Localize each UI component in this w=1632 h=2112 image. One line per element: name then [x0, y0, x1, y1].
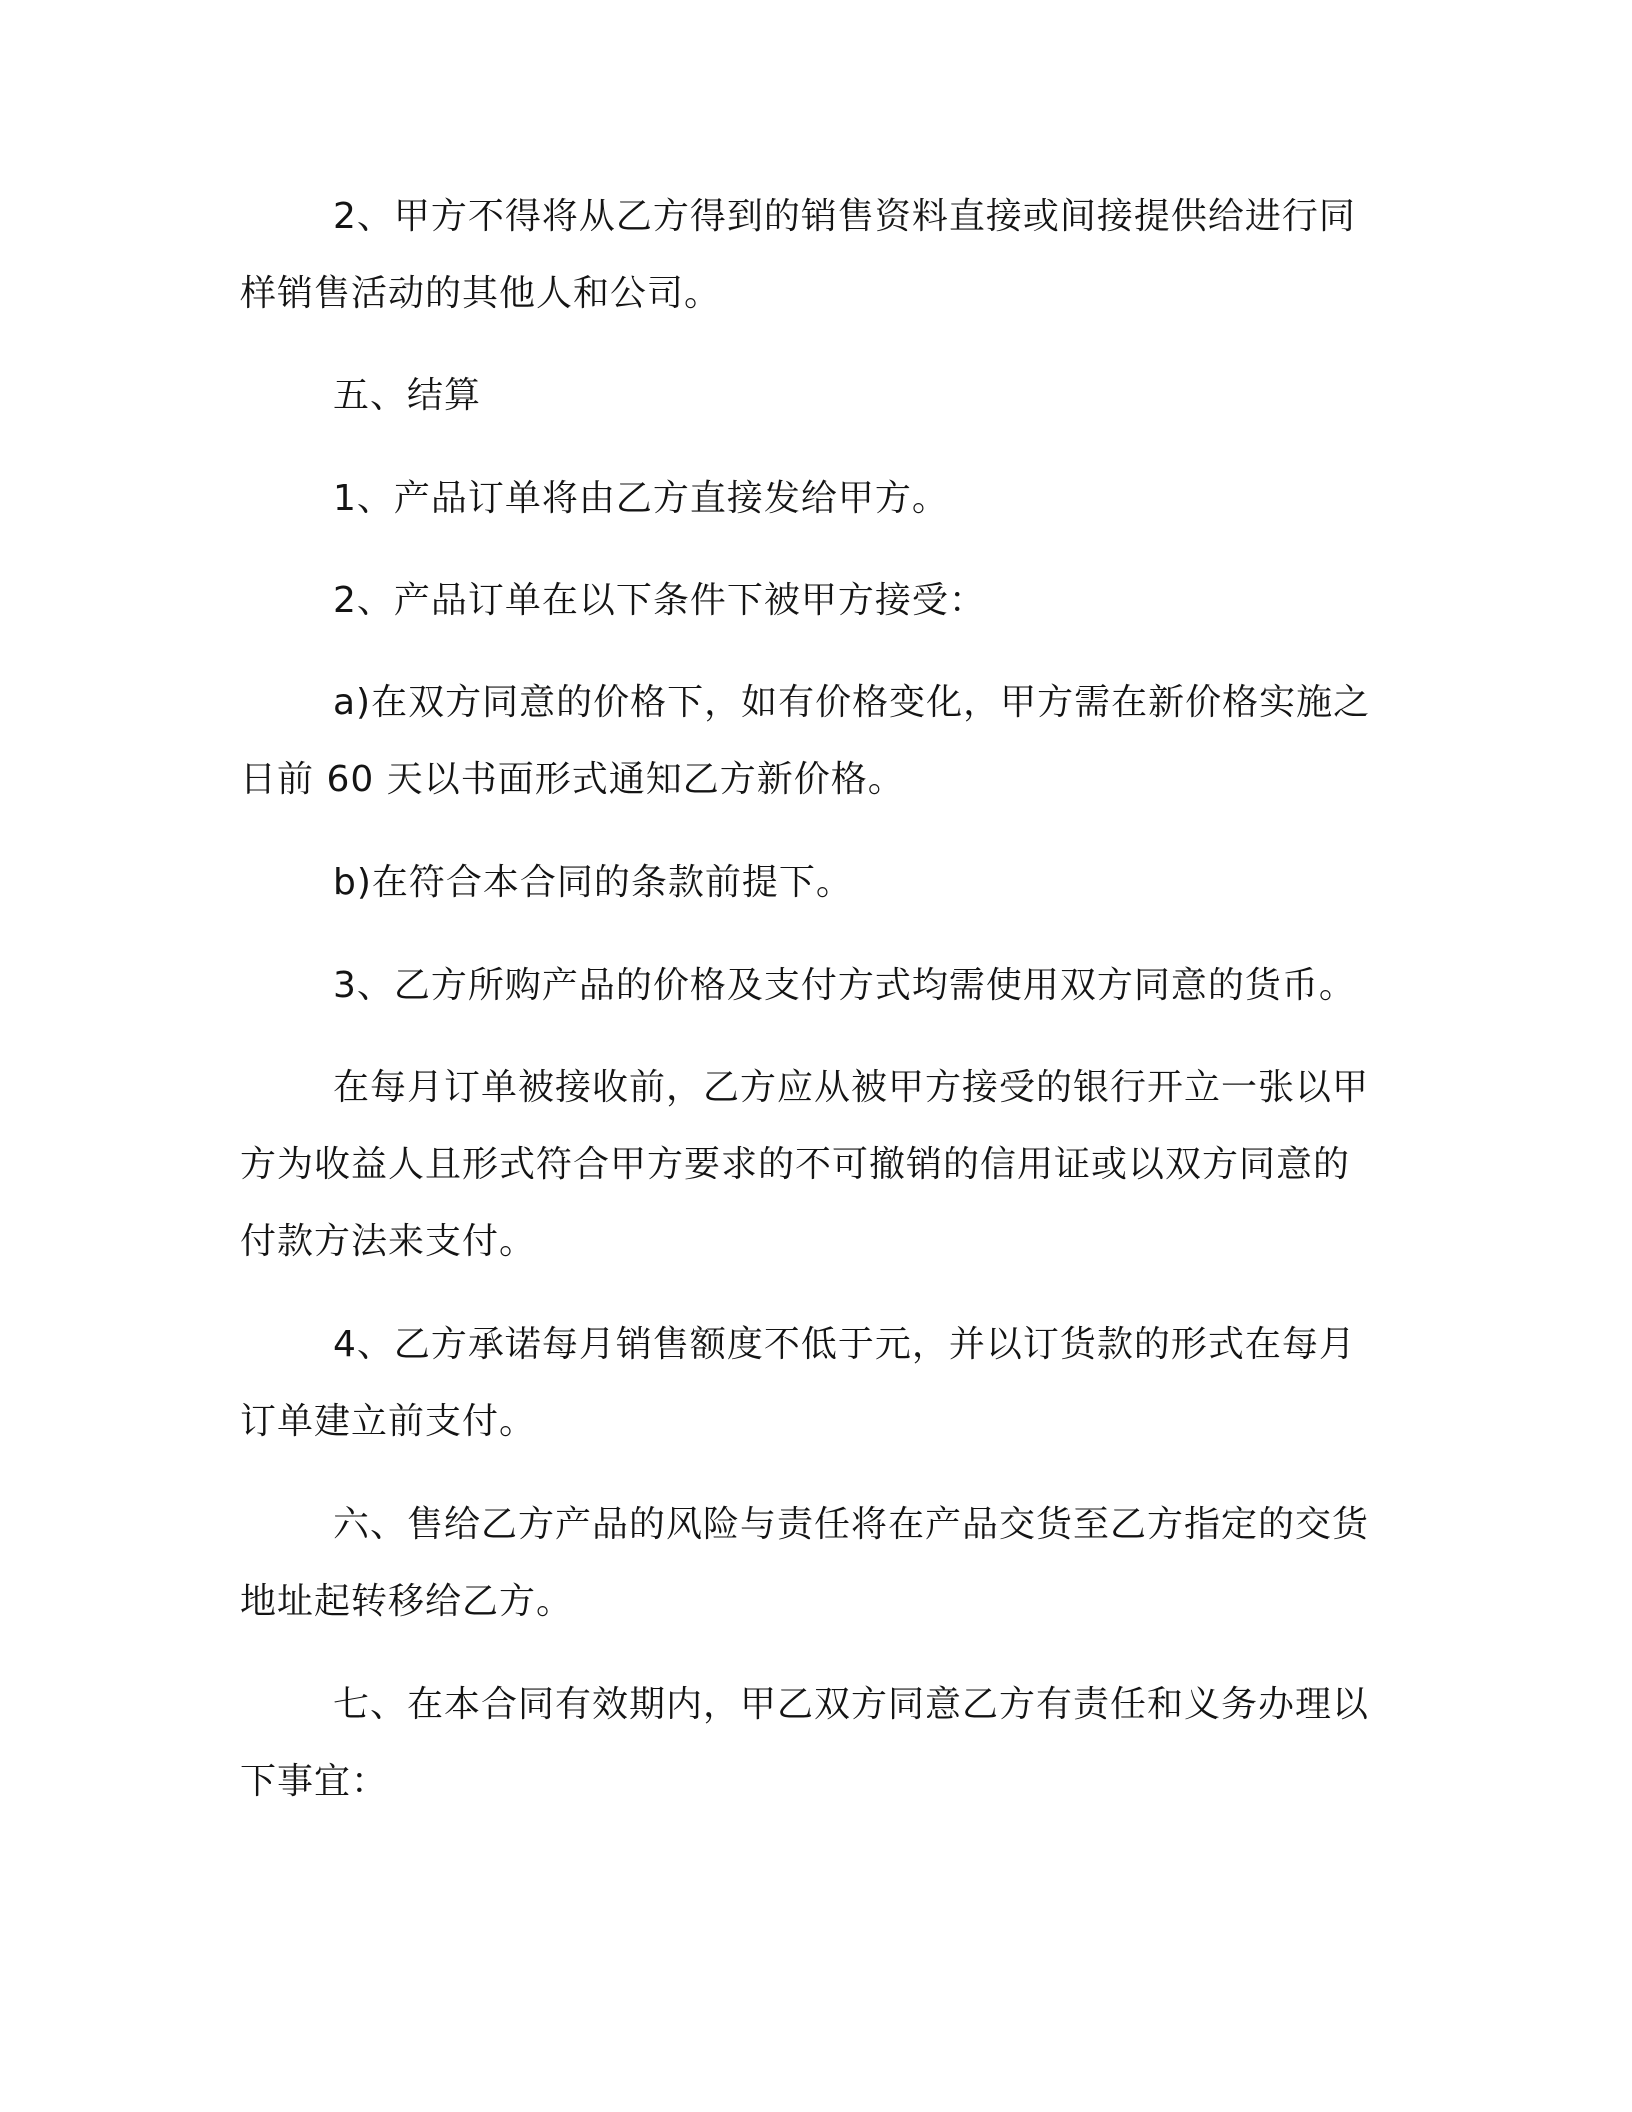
section-6-line-1: 六、售给乙方产品的风险与责任将在产品交货至乙方指定的交货 [333, 1504, 1370, 1545]
clause-5-2a-line-1: a)在双方同意的价格下，如有价格变化，甲方需在新价格实施之 [333, 682, 1371, 723]
clause-4-2-line-1: 2、甲方不得将从乙方得到的销售资料直接或间接提供给进行同 [333, 196, 1356, 237]
clause-5-1: 1、产品订单将由乙方直接发给甲方。 [333, 478, 949, 519]
section-5-heading: 五、结算 [333, 375, 482, 416]
payment-paragraph-line-1: 在每月订单被接收前，乙方应从被甲方接受的银行开立一张以甲 [333, 1067, 1370, 1108]
section-7-line-1: 七、在本合同有效期内，甲乙双方同意乙方有责任和义务办理以 [333, 1684, 1370, 1725]
clause-4-2-line-2: 样销售活动的其他人和公司。 [240, 273, 722, 314]
payment-paragraph-line-2: 方为收益人且形式符合甲方要求的不可撤销的信用证或以双方同意的 [240, 1144, 1351, 1185]
clause-5-2: 2、产品订单在以下条件下被甲方接受： [333, 580, 986, 621]
clause-5-4-line-2: 订单建立前支付。 [240, 1401, 537, 1442]
section-7-line-2: 下事宜： [240, 1761, 389, 1802]
clause-5-4-line-1: 4、乙方承诺每月销售额度不低于元，并以订货款的形式在每月 [333, 1324, 1356, 1365]
section-6-line-2: 地址起转移给乙方。 [240, 1581, 574, 1622]
clause-5-2a-line-2: 日前 60 天以书面形式通知乙方新价格。 [240, 759, 905, 800]
clause-5-2b: b)在符合本合同的条款前提下。 [333, 862, 853, 903]
clause-5-3: 3、乙方所购产品的价格及支付方式均需使用双方同意的货币。 [333, 965, 1356, 1006]
payment-paragraph-line-3: 付款方法来支付。 [240, 1221, 537, 1262]
